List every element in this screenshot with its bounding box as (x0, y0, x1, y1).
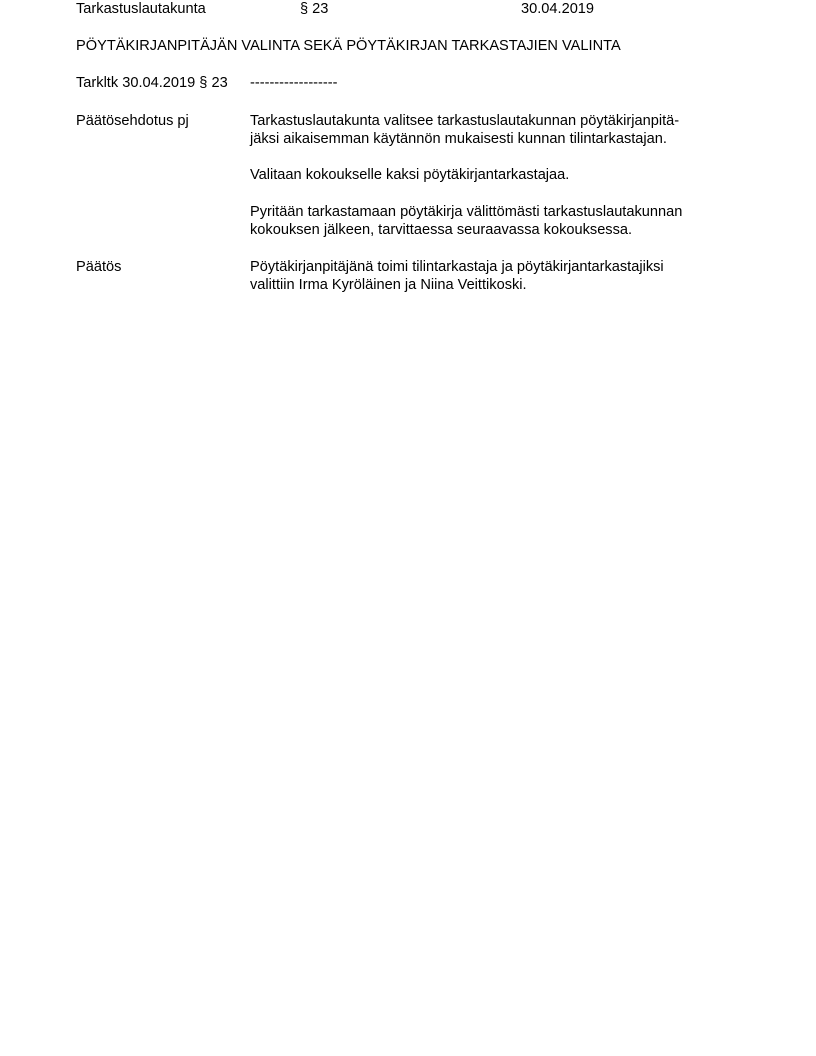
committee-name: Tarkastuslautakunta (76, 1, 206, 17)
reference-dashes: ------------------ (250, 75, 338, 91)
decision-line-2: valittiin Irma Kyröläinen ja Niina Veittikoski. (250, 277, 527, 293)
decision-text (250, 258, 730, 294)
proposal-paragraph-2-line-1: Valitaan kokoukselle kaksi pöytäkirjantarkastajaa. (250, 167, 570, 183)
reference-label: Tarkltk 30.04.2019 § 23 (76, 75, 228, 91)
proposal-paragraph-2 (250, 166, 730, 184)
decision-label: Päätös (76, 259, 122, 275)
decision-line-1: Pöytäkirjanpitäjänä toimi tilintarkastaja ja pöytäkirjantarkastajiksi (250, 259, 664, 275)
proposal-paragraph-1 (250, 112, 730, 148)
proposal-paragraph-1-line-2: jäksi aikaisemman käytännön mukaisesti kunnan tilintarkastajan. (250, 131, 667, 147)
proposal-paragraph-3-line-1: Pyritään tarkastamaan pöytäkirja välittömästi tarkastuslautakunnan (250, 204, 683, 220)
proposal-paragraph-1-line-1: Tarkastuslautakunta valitsee tarkastuslautakunnan pöytäkirjanpitä- (250, 113, 680, 129)
meeting-date: 30.04.2019 (521, 1, 595, 17)
section-number: § 23 (300, 1, 329, 17)
proposal-label: Päätösehdotus pj (76, 113, 189, 129)
proposal-paragraph-3 (250, 203, 730, 239)
document-title: PÖYTÄKIRJANPITÄJÄN VALINTA SEKÄ PÖYTÄKIRJAN TARKASTAJIEN VALINTA (76, 38, 621, 54)
proposal-paragraph-3-line-2: kokouksen jälkeen, tarvittaessa seuraavassa kokouksessa. (250, 222, 633, 238)
